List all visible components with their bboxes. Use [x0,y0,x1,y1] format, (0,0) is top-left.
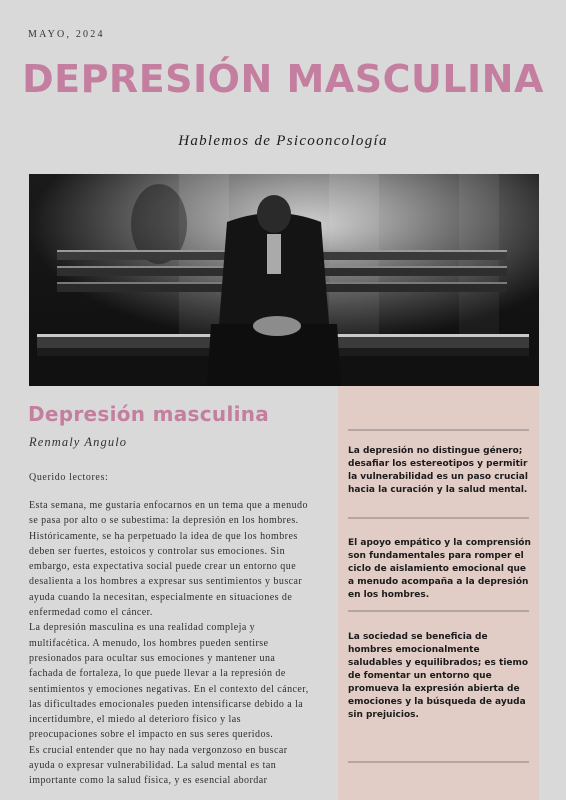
sidebar-quote: La depresión no distingue género; desafiar los estereotipos y permitir la vulnerabilidad es un paso crucial hacia la curación y la salud mental. [348,446,528,495]
sidebar-divider [348,517,529,519]
article-greeting: Querido lectores: [29,472,109,483]
sidebar-divider [348,761,529,763]
sidebar-divider [348,610,529,612]
sidebar-divider [348,429,529,431]
man-head [257,195,291,233]
sidebar-quote: La sociedad se beneficia de hombres emocionalmente saludables y equilibrados; es tiemo de fomentar un entorno que promueva la expresión abierta de emociones y la búsqueda de ayuda sin prejuicios. [348,632,529,720]
article-paragraph: Esta semana, me gustaría enfocarnos en un tema que a menudo se pasa por alto o se subestima: la depresión en los hombres. Históricamente, se ha perpetuado la idea de que los hombres deben ser fuertes, estoicos y controlar sus emociones. Sin embargo, esta expectativa social puede crear un entorno que desalienta a los hombres a expresar sus sentimientos y buscar ayuda cuando la necesitan, especialmente en situaciones de enfermedad como el cáncer. [29,500,308,619]
man-shirt [267,234,281,274]
sidebar-quote: El apoyo empático y la comprensión son fundamentales para romper el ciclo de aislamiento emocional que a menudo acompaña a la depresión en los hombres. [348,538,531,600]
page-title: DEPRESIÓN MASCULINA [22,57,544,101]
quotes-sidebar [338,386,539,800]
article-paragraph: Es crucial entender que no hay nada vergonzoso en buscar ayuda o expresar vulnerabilidad. La salud mental es tan importante como la salud física, y es esencial abordar [29,744,288,787]
article-author: Renmaly Angulo [29,435,128,449]
article-title: Depresión masculina [28,402,270,426]
man-hands [253,316,301,336]
page-subtitle: Hablemos de Psicooncología [178,133,388,149]
hero-photo [29,174,539,386]
article-body [29,498,309,789]
article-paragraph: La depresión masculina es una realidad compleja y multifacética. A menudo, los hombres pueden sentirse presionados para ocultar sus emociones y mantener una fachada de fortaleza, lo que puede llevar a la represión de sentimientos y emociones negativas. En el contexto del cáncer, las dificultades emocionales pueden intensificarse debido a la incertidumbre, el miedo al deterioro físico y las preocupaciones sobre el impacto en sus seres queridos. [29,622,309,741]
issue-date: MAYO, 2024 [28,29,105,40]
